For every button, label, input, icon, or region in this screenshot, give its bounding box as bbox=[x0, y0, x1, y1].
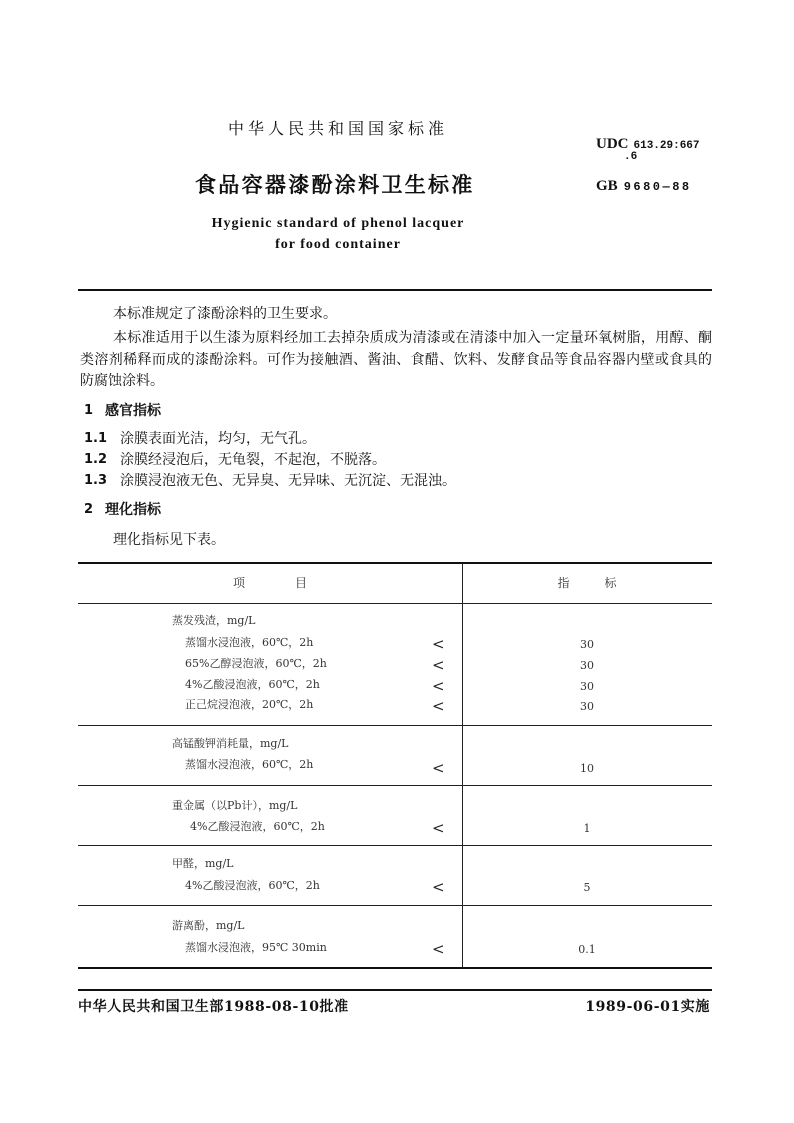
approval-statement: 中华人民共和国卫生部1988-08-10批准 bbox=[78, 999, 349, 1015]
physicochemical-table bbox=[78, 562, 712, 969]
gb-label: GB bbox=[596, 178, 618, 194]
clause-number: 1.2 bbox=[84, 452, 108, 467]
limit-value: 30 bbox=[580, 638, 594, 651]
gb-standard-number bbox=[596, 176, 692, 196]
limit-value: 30 bbox=[580, 659, 594, 672]
udc-code: 613.29:667 bbox=[633, 140, 700, 152]
udc-classification bbox=[596, 134, 700, 155]
limit-operator: < bbox=[432, 878, 445, 896]
application-paragraph-line: 类溶剂稀释而成的漆酚涂料。可作为接触酒、酱油、食醋、饮料、发酵食品等食品容器内壁或食具的 bbox=[80, 352, 712, 368]
limit-operator: < bbox=[432, 697, 445, 715]
test-condition: 蒸馏水浸泡液，60℃，2h bbox=[185, 636, 314, 649]
table-row bbox=[78, 635, 712, 651]
limit-value: 10 bbox=[580, 762, 594, 775]
group-title: 蒸发残渣，mg/L bbox=[172, 614, 256, 627]
test-condition: 65%乙醇浸泡液，60℃，2h bbox=[185, 657, 327, 670]
test-condition: 4%乙酸浸泡液，60℃，2h bbox=[190, 820, 325, 833]
test-condition: 蒸馏水浸泡液，60℃，2h bbox=[185, 758, 314, 771]
table-group bbox=[78, 845, 712, 905]
test-condition: 正己烷浸泡液，20℃，2h bbox=[185, 698, 314, 711]
table-header-value bbox=[462, 575, 712, 591]
udc-label: UDC bbox=[596, 136, 629, 152]
column-divider bbox=[462, 564, 463, 967]
limit-value: 5 bbox=[583, 881, 591, 894]
standard-org-heading: 中华人民共和国国家标准 bbox=[228, 119, 449, 138]
table-group bbox=[78, 725, 712, 785]
clause-text: 涂膜表面光洁，均匀，无气孔。 bbox=[120, 431, 316, 447]
table-row bbox=[78, 757, 712, 777]
udc-code-continuation: .6 bbox=[624, 151, 638, 163]
limit-operator: < bbox=[432, 656, 445, 674]
section-number: 2 bbox=[84, 502, 94, 517]
test-condition: 蒸馏水浸泡液，95℃ 30min bbox=[185, 941, 327, 954]
document-title-cn: 食品容器漆酚涂料卫生标准 bbox=[195, 173, 475, 197]
limit-value: 1 bbox=[583, 822, 591, 835]
table-header-item-label: 项目 bbox=[232, 576, 357, 590]
limit-operator: < bbox=[432, 677, 445, 695]
gb-code: 9680—88 bbox=[623, 180, 692, 194]
limit-operator: < bbox=[432, 635, 445, 653]
table-row bbox=[78, 697, 712, 713]
table-row bbox=[78, 878, 712, 894]
group-title: 高锰酸钾消耗量，mg/L bbox=[172, 737, 289, 750]
test-condition: 4%乙酸浸泡液，60℃，2h bbox=[185, 879, 320, 892]
application-paragraph-line: 本标准适用于以生漆为原料经加工去掉杂质成为清漆或在清漆中加入一定量环氧树脂，用醇、酮 bbox=[113, 330, 712, 346]
clause-text: 涂膜浸泡液无色、无异臭、无异味、无沉淀、无混浊。 bbox=[120, 473, 456, 489]
table-row bbox=[78, 940, 712, 956]
table-group bbox=[78, 603, 712, 725]
test-condition: 4%乙酸浸泡液，60℃，2h bbox=[185, 678, 320, 691]
table-header-value-label: 指标 bbox=[557, 576, 652, 590]
group-title: 重金属（以Pb计），mg/L bbox=[172, 799, 298, 812]
table-group bbox=[78, 785, 712, 845]
table-header-item bbox=[78, 575, 462, 591]
limit-value: 30 bbox=[580, 700, 594, 713]
application-paragraph-line: 防腐蚀涂料。 bbox=[80, 373, 164, 389]
table-row bbox=[78, 656, 712, 672]
limit-operator: < bbox=[432, 759, 445, 777]
clause-text: 涂膜经浸泡后，无龟裂，不起泡，不脱落。 bbox=[120, 452, 386, 468]
limit-operator: < bbox=[432, 940, 445, 958]
section-intro: 理化指标见下表。 bbox=[113, 532, 225, 548]
footer-divider bbox=[78, 989, 712, 991]
limit-operator: < bbox=[432, 819, 445, 837]
section-title: 理化指标 bbox=[105, 502, 161, 518]
limit-value: 30 bbox=[580, 680, 594, 693]
group-title: 甲醛，mg/L bbox=[172, 857, 234, 870]
document-title-en-line-1: Hygienic standard of phenol lacquer bbox=[211, 216, 465, 231]
effective-date: 1989-06-01实施 bbox=[585, 999, 710, 1015]
table-group bbox=[78, 905, 712, 965]
limit-value: 0.1 bbox=[578, 943, 596, 956]
table-row bbox=[78, 819, 712, 835]
section-title: 感官指标 bbox=[105, 403, 161, 419]
clause-number: 1.1 bbox=[84, 431, 108, 446]
table-row bbox=[78, 677, 712, 693]
header-divider bbox=[78, 289, 712, 291]
clause-number: 1.3 bbox=[84, 473, 108, 488]
group-title: 游离酚，mg/L bbox=[172, 919, 245, 932]
document-title-en-line-2: for food container bbox=[275, 237, 401, 252]
scope-paragraph: 本标准规定了漆酚涂料的卫生要求。 bbox=[113, 306, 337, 322]
section-number: 1 bbox=[84, 403, 94, 418]
